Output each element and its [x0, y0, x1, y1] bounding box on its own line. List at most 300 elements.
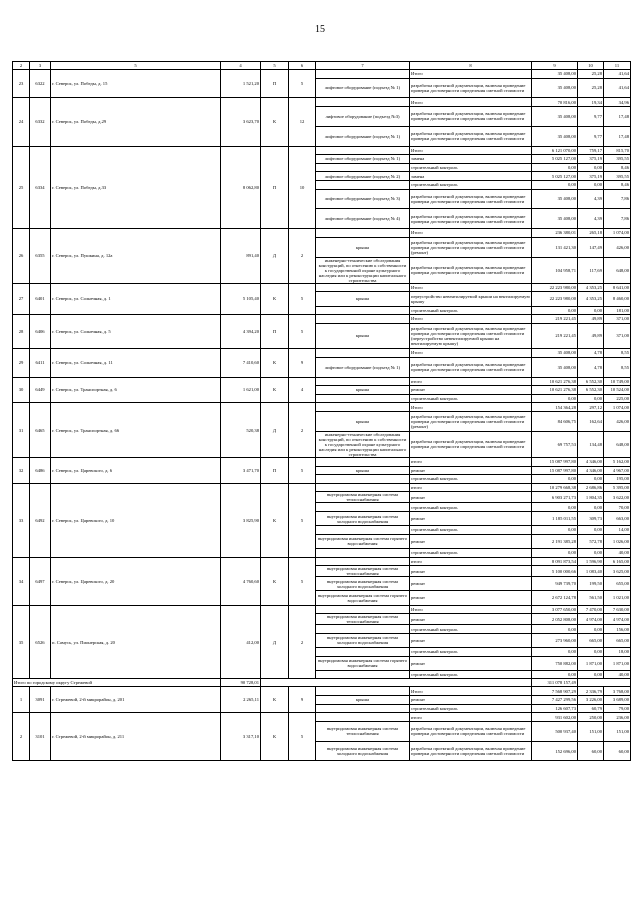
- floors-count: 5: [289, 713, 316, 761]
- work-description: Итого: [410, 283, 532, 292]
- work-type: [316, 394, 410, 403]
- work-type: [316, 70, 410, 79]
- house-id: 6497: [30, 557, 51, 605]
- max-cost: 395,55: [604, 172, 631, 181]
- work-type: [316, 605, 410, 614]
- work-type: внутридомовая инженерная система горячего водоснабжения: [316, 591, 410, 605]
- work-description: ремонт: [410, 577, 532, 591]
- specific-cost: 561,50: [578, 591, 604, 605]
- specific-cost: 1 871,00: [578, 656, 604, 670]
- house-address: г. Стрежевой, 2-й микрорайон, д. 211: [51, 713, 221, 761]
- work-description: строительный контроль: [410, 625, 532, 634]
- house-address: г. Северск, ул. Солнечная, д. 11: [51, 349, 221, 377]
- row-number: 1: [13, 687, 30, 713]
- specific-cost: 0,00: [578, 503, 604, 512]
- cost-sum: 0,00: [532, 475, 578, 484]
- house-area: 5 105,40: [221, 283, 261, 314]
- floors-count: 2: [289, 403, 316, 458]
- work-description: Итого: [410, 146, 532, 155]
- house-id: 6406: [30, 315, 51, 349]
- wall-material: К: [261, 283, 289, 314]
- work-type: лифтовое оборудование (подъезд № 1): [316, 126, 410, 146]
- max-cost: 665,00: [604, 633, 631, 647]
- specific-cost: 60,00: [578, 741, 604, 761]
- cost-sum: 931 602,00: [532, 713, 578, 722]
- work-description: строительный контроль: [410, 670, 532, 679]
- max-cost: 14,00: [604, 526, 631, 535]
- work-description: ремонт: [410, 656, 532, 670]
- specific-cost: 0,00: [578, 548, 604, 557]
- max-cost: 41,64: [604, 70, 631, 79]
- row-number: 23: [13, 70, 30, 98]
- work-type: [316, 548, 410, 557]
- max-cost: 1 074,00: [604, 403, 631, 412]
- cost-sum: 35 408,00: [532, 349, 578, 358]
- cost-sum: 126 607,73: [532, 704, 578, 713]
- max-cost: 7 630,00: [604, 605, 631, 614]
- specific-cost: 1 596,90: [578, 557, 604, 566]
- row-number: 24: [13, 98, 30, 146]
- specific-cost: 572,78: [578, 534, 604, 548]
- specific-cost: 0,00: [578, 163, 604, 172]
- cost-sum: 154 364,28: [532, 403, 578, 412]
- floors-count: 5: [289, 457, 316, 483]
- work-description: Итого: [410, 605, 532, 614]
- work-type: [316, 349, 410, 358]
- cost-sum: 949 739,70: [532, 577, 578, 591]
- table-row: [13, 315, 631, 324]
- work-type: [316, 648, 410, 657]
- cost-sum: 7 427 299,56: [532, 696, 578, 705]
- house-address: г. Северск, ул. Победы, д.29: [51, 98, 221, 146]
- specific-cost: 4 346,00: [578, 466, 604, 475]
- house-area: 7 410,60: [221, 349, 261, 377]
- max-cost: 1 074,00: [604, 229, 631, 238]
- cost-sum: 10 621 276,38: [532, 377, 578, 386]
- cost-sum: 0,00: [532, 180, 578, 189]
- table-row: [13, 713, 631, 722]
- house-area: 3 317,10: [221, 713, 261, 761]
- floors-count: 10: [289, 146, 316, 229]
- header-cell: 3: [30, 62, 51, 70]
- max-cost: 648,00: [604, 431, 631, 457]
- wall-material: П: [261, 315, 289, 349]
- wall-material: К: [261, 687, 289, 713]
- work-description: строительный контроль: [410, 548, 532, 557]
- wall-material: Д: [261, 605, 289, 679]
- work-type: [316, 306, 410, 315]
- table-row: [13, 283, 631, 292]
- work-description: разработка проектной документации, включая проведение проверки достоверности определения сметной стоимости: [410, 357, 532, 377]
- row-number: 26: [13, 229, 30, 284]
- cost-sum: 219 221,45: [532, 323, 578, 348]
- specific-cost: 19,34: [578, 98, 604, 107]
- cost-sum: 131 421,30: [532, 237, 578, 257]
- floors-count: 5: [289, 283, 316, 314]
- total-sum: 311 078 157,49: [532, 679, 578, 687]
- work-type: [316, 483, 410, 492]
- cost-sum: 5 025 127,00: [532, 155, 578, 164]
- work-type: лифтовое оборудование (подъезд №3): [316, 106, 410, 126]
- max-cost: 426,00: [604, 237, 631, 257]
- work-description: строительный контроль: [410, 394, 532, 403]
- row-number: 2: [13, 713, 30, 761]
- cost-sum: 22 223 980,00: [532, 292, 578, 306]
- cost-sum: 152 696,00: [532, 741, 578, 761]
- work-type: внутридомовая инженерная система холодного водоснабжения: [316, 577, 410, 591]
- work-description: ремонт: [410, 614, 532, 625]
- house-area: 1 521,20: [221, 70, 261, 98]
- max-cost: 151,00: [604, 721, 631, 741]
- max-cost: 8 641,00: [604, 283, 631, 292]
- max-cost: 371,00: [604, 315, 631, 324]
- max-cost: 60,00: [604, 741, 631, 761]
- work-type: внутридомовая инженерная система теплоснабжения: [316, 492, 410, 503]
- cost-sum: 0,00: [532, 526, 578, 535]
- max-cost: 395,55: [604, 155, 631, 164]
- house-id: 6355: [30, 229, 51, 284]
- max-cost: 7,86: [604, 189, 631, 209]
- floors-count: 12: [289, 98, 316, 146]
- house-area: 4 760,60: [221, 557, 261, 605]
- table-row: [13, 98, 631, 107]
- header-cell: 5: [51, 62, 221, 70]
- floors-count: 9: [289, 349, 316, 377]
- work-type: лифтовое оборудование (подъезд № 2): [316, 172, 410, 181]
- wall-material: К: [261, 483, 289, 557]
- table-row: [13, 687, 631, 696]
- row-number: 28: [13, 315, 30, 349]
- house-address: п. Самусь, ул. Пионерская, д. 20: [51, 605, 221, 679]
- work-type: крыша: [316, 696, 410, 705]
- work-description: Итого: [410, 98, 532, 107]
- specific-cost: 49,89: [578, 323, 604, 348]
- table-row: [13, 377, 631, 386]
- cost-sum: 0,00: [532, 306, 578, 315]
- work-description: ремонт: [410, 591, 532, 605]
- work-description: строительный контроль: [410, 648, 532, 657]
- specific-cost: 0,00: [578, 625, 604, 634]
- work-description: Итого: [410, 229, 532, 238]
- max-cost: 18,00: [604, 648, 631, 657]
- specific-cost: 199,50: [578, 577, 604, 591]
- max-cost: 8,55: [604, 357, 631, 377]
- max-cost: 34,96: [604, 98, 631, 107]
- work-description: строительный контроль: [410, 163, 532, 172]
- cost-sum: 0,00: [532, 503, 578, 512]
- max-cost: 8,46: [604, 163, 631, 172]
- specific-cost: 297,12: [578, 403, 604, 412]
- specific-cost: 134,48: [578, 431, 604, 457]
- specific-cost: 3 226,00: [578, 696, 604, 705]
- cost-sum: 0,00: [532, 648, 578, 657]
- header-cell: 10: [578, 62, 604, 70]
- work-description: ремонт: [410, 696, 532, 705]
- work-description: ремонт: [410, 511, 532, 525]
- max-cost: 3 689,00: [604, 696, 631, 705]
- work-description: разработка проектной документации, включая проведение проверки достоверности определения сметной стоимости: [410, 126, 532, 146]
- work-type: [316, 98, 410, 107]
- cost-sum: 2 191 385,28: [532, 534, 578, 548]
- wall-material: К: [261, 557, 289, 605]
- specific-cost: 0,00: [578, 180, 604, 189]
- row-number: 31: [13, 403, 30, 458]
- wall-material: П: [261, 70, 289, 98]
- max-cost: 4 974,00: [604, 614, 631, 625]
- specific-cost: 25,28: [578, 78, 604, 98]
- work-description: ремонт: [410, 633, 532, 647]
- cost-sum: 500 937,40: [532, 721, 578, 741]
- specific-cost: 309,73: [578, 511, 604, 525]
- work-description: ремонт: [410, 386, 532, 395]
- table-row: [13, 70, 631, 79]
- work-type: инженерно-технические обследования конструкций, по отнесению к собственности к государственной охране культурного наследия или к реконструкции капитального строительства: [316, 257, 410, 283]
- specific-cost: 4,39: [578, 209, 604, 229]
- house-area: 8 062,80: [221, 146, 261, 229]
- specific-cost: 25,28: [578, 70, 604, 79]
- house-area: 3 471,70: [221, 457, 261, 483]
- work-type: внутридомовая инженерная система горячего водоснабжения: [316, 534, 410, 548]
- specific-cost: 0,00: [578, 526, 604, 535]
- work-type: [316, 377, 410, 386]
- work-description: ремонт: [410, 492, 532, 503]
- work-type: [316, 315, 410, 324]
- cost-sum: 750 882,00: [532, 656, 578, 670]
- max-cost: 815,70: [604, 146, 631, 155]
- work-type: [316, 503, 410, 512]
- specific-cost: 49,89: [578, 315, 604, 324]
- specific-cost: 9,77: [578, 106, 604, 126]
- cost-sum: 35 408,00: [532, 209, 578, 229]
- cost-sum: 273 960,00: [532, 633, 578, 647]
- house-area: 3 825,90: [221, 483, 261, 557]
- house-area: 1 621,00: [221, 377, 261, 403]
- max-cost: 225,00: [604, 394, 631, 403]
- wall-material: Д: [261, 403, 289, 458]
- specific-cost: 117,69: [578, 257, 604, 283]
- work-description: Итого: [410, 315, 532, 324]
- specific-cost: 4,39: [578, 189, 604, 209]
- cost-sum: 0,00: [532, 670, 578, 679]
- work-description: разработка проектной документации, включая проведение проверки достоверности определения сметной стоимости: [410, 78, 532, 98]
- specific-cost: 1 804,35: [578, 492, 604, 503]
- work-description: разработка проектной документации, включая проведение проверки достоверности определения сметной стоимости (ремонт): [410, 411, 532, 431]
- specific-cost: 4 346,00: [578, 457, 604, 466]
- floors-count: 5: [289, 483, 316, 557]
- house-area: 3 623,70: [221, 98, 261, 146]
- work-description: Итого: [410, 403, 532, 412]
- specific-cost: 162,64: [578, 411, 604, 431]
- work-type: крыша: [316, 292, 410, 306]
- cost-sum: 35 408,00: [532, 357, 578, 377]
- house-id: 3091: [30, 687, 51, 713]
- specific-cost: 151,00: [578, 721, 604, 741]
- max-cost: 648,00: [604, 257, 631, 283]
- house-address: г. Северск, ул. Победы, д. 15: [51, 70, 221, 98]
- header-cell: 8: [410, 62, 532, 70]
- cost-sum: 8 091 873,54: [532, 557, 578, 566]
- floors-count: 5: [289, 70, 316, 98]
- cost-sum: 70 816,00: [532, 98, 578, 107]
- specific-cost: 9,77: [578, 126, 604, 146]
- specific-cost: 0,00: [578, 394, 604, 403]
- house-id: 6449: [30, 377, 51, 403]
- work-description: замена: [410, 155, 532, 164]
- work-description: разработка проектной документации, включая проведение проверки достоверности определения сметной стоимости: [410, 431, 532, 457]
- house-address: г. Северск, ул. Царевского, д. 6: [51, 457, 221, 483]
- work-type: лифтовое оборудование (подъезд № 4): [316, 209, 410, 229]
- wall-material: П: [261, 457, 289, 483]
- work-type: инженерно-технические обследования конструкций, по отнесению к собственности к государственной охране культурного наследия или к реконструкции капитального строительства: [316, 431, 410, 457]
- cost-sum: 104 958,71: [532, 257, 578, 283]
- table-row: [13, 457, 631, 466]
- work-type: [316, 283, 410, 292]
- specific-cost: 6 552,30: [578, 377, 604, 386]
- work-type: крыша: [316, 466, 410, 475]
- work-description: разработка проектной документации, включая проведение проверки достоверности определения сметной стоимости: [410, 189, 532, 209]
- work-type: [316, 713, 410, 722]
- house-address: г. Северск, ул. Солнечная, д. 1: [51, 283, 221, 314]
- work-description: Итого: [410, 70, 532, 79]
- header-row: [13, 62, 631, 70]
- cost-sum: 35 408,00: [532, 78, 578, 98]
- specific-cost: 375,19: [578, 172, 604, 181]
- cost-sum: 35 408,00: [532, 106, 578, 126]
- header-cell: 11: [604, 62, 631, 70]
- work-type: [316, 475, 410, 484]
- cost-sum: 0,00: [532, 548, 578, 557]
- table-row: [13, 605, 631, 614]
- specific-cost: 4 353,25: [578, 283, 604, 292]
- page-number: 15: [315, 24, 325, 35]
- max-cost: 3 625,00: [604, 566, 631, 577]
- work-description: разработка проектной документации, включая проведение проверки достоверности определения сметной стоимости: [410, 257, 532, 283]
- wall-material: К: [261, 349, 289, 377]
- max-cost: 426,00: [604, 411, 631, 431]
- max-cost: 1 021,00: [604, 591, 631, 605]
- specific-cost: 665,00: [578, 633, 604, 647]
- floors-count: 2: [289, 229, 316, 284]
- specific-cost: 0,00: [578, 475, 604, 484]
- row-number: 35: [13, 605, 30, 679]
- work-description: замена: [410, 172, 532, 181]
- house-address: г. Северск, ул. Транспортная, д. 66: [51, 403, 221, 458]
- work-description: итого: [410, 483, 532, 492]
- work-type: [316, 403, 410, 412]
- max-cost: 10 524,00: [604, 386, 631, 395]
- header-cell: 5: [261, 62, 289, 70]
- row-number: 25: [13, 146, 30, 229]
- wall-material: К: [261, 713, 289, 761]
- max-cost: 41,64: [604, 78, 631, 98]
- work-type: [316, 180, 410, 189]
- max-cost: 6 165,00: [604, 557, 631, 566]
- row-number: 29: [13, 349, 30, 377]
- specific-cost: 4,78: [578, 349, 604, 358]
- work-type: крыша: [316, 323, 410, 348]
- work-description: разработка проектной документации, включая проведение проверки достоверности определения сметной стоимости (переустройство невентилируемой крыши на вентилируемую крышу): [410, 323, 532, 348]
- row-number: 30: [13, 377, 30, 403]
- wall-material: П: [261, 146, 289, 229]
- house-address: г. Северск, ул. Солнечная, д. 5: [51, 315, 221, 349]
- row-number: 33: [13, 483, 30, 557]
- max-cost: 40,00: [604, 670, 631, 679]
- work-description: итого: [410, 713, 532, 722]
- specific-cost: 0,00: [578, 306, 604, 315]
- cost-sum: 2 052 808,00: [532, 614, 578, 625]
- specific-cost: 265,18: [578, 229, 604, 238]
- header-cell: 7: [316, 62, 410, 70]
- specific-cost: 7 470,00: [578, 605, 604, 614]
- floors-count: 2: [289, 605, 316, 679]
- work-description: строительный контроль: [410, 475, 532, 484]
- total-label: Итого по городскому округу Стрежевой: [13, 679, 221, 687]
- max-cost: 236,00: [604, 713, 631, 722]
- floors-count: 4: [289, 377, 316, 403]
- max-cost: 1 871,00: [604, 656, 631, 670]
- max-cost: 8 460,00: [604, 292, 631, 306]
- work-description: строительный контроль: [410, 503, 532, 512]
- max-cost: 10 749,00: [604, 377, 631, 386]
- cost-sum: 6 121 070,00: [532, 146, 578, 155]
- table-row: [13, 229, 631, 238]
- cost-sum: 35 408,00: [532, 189, 578, 209]
- work-description: итого: [410, 377, 532, 386]
- max-cost: 5 162,00: [604, 457, 631, 466]
- floors-count: 5: [289, 315, 316, 349]
- house-address: г. Северск, ул. Пушкина, д. 12а: [51, 229, 221, 284]
- work-description: итого: [410, 457, 532, 466]
- work-description: разработка проектной документации, включая проведение проверки достоверности определения сметной стоимости: [410, 741, 532, 761]
- header-cell: 4: [221, 62, 261, 70]
- cost-sum: 10 621 276,38: [532, 386, 578, 395]
- work-type: крыша: [316, 411, 410, 431]
- cost-sum: 69 757,53: [532, 431, 578, 457]
- max-cost: 195,00: [604, 475, 631, 484]
- max-cost: 8,46: [604, 180, 631, 189]
- house-area: 520,38: [221, 403, 261, 458]
- cost-sum: 2 672 124,78: [532, 591, 578, 605]
- header-cell: 2: [13, 62, 30, 70]
- floors-count: 5: [289, 557, 316, 605]
- cost-sum: 0,00: [532, 625, 578, 634]
- work-type: [316, 557, 410, 566]
- max-cost: 3 768,00: [604, 687, 631, 696]
- house-id: 6334: [30, 146, 51, 229]
- work-type: [316, 457, 410, 466]
- cost-sum: 15 087 997,80: [532, 466, 578, 475]
- floors-count: 9: [289, 687, 316, 713]
- cost-sum: 35 408,00: [532, 126, 578, 146]
- work-type: крыша: [316, 386, 410, 395]
- specific-cost: 4 353,25: [578, 292, 604, 306]
- work-description: разработка проектной документации, включая проведение проверки достоверности определения сметной стоимости: [410, 106, 532, 126]
- wall-material: К: [261, 98, 289, 146]
- table-row: [13, 403, 631, 412]
- cost-sum: 10 279 668,38: [532, 483, 578, 492]
- work-description: Итого: [410, 349, 532, 358]
- header-cell: 6: [289, 62, 316, 70]
- cost-sum: 0,00: [532, 163, 578, 172]
- house-area: 2 265,11: [221, 687, 261, 713]
- cost-sum: 219 221,45: [532, 315, 578, 324]
- house-address: г. Северск, ул. Царевского, д. 10: [51, 483, 221, 557]
- max-cost: 663,00: [604, 511, 631, 525]
- cost-sum: 0,00: [532, 394, 578, 403]
- work-type: лифтовое оборудование (подъезд № 1): [316, 357, 410, 377]
- max-cost: 79,00: [604, 704, 631, 713]
- cost-sum: 15 087 997,80: [532, 457, 578, 466]
